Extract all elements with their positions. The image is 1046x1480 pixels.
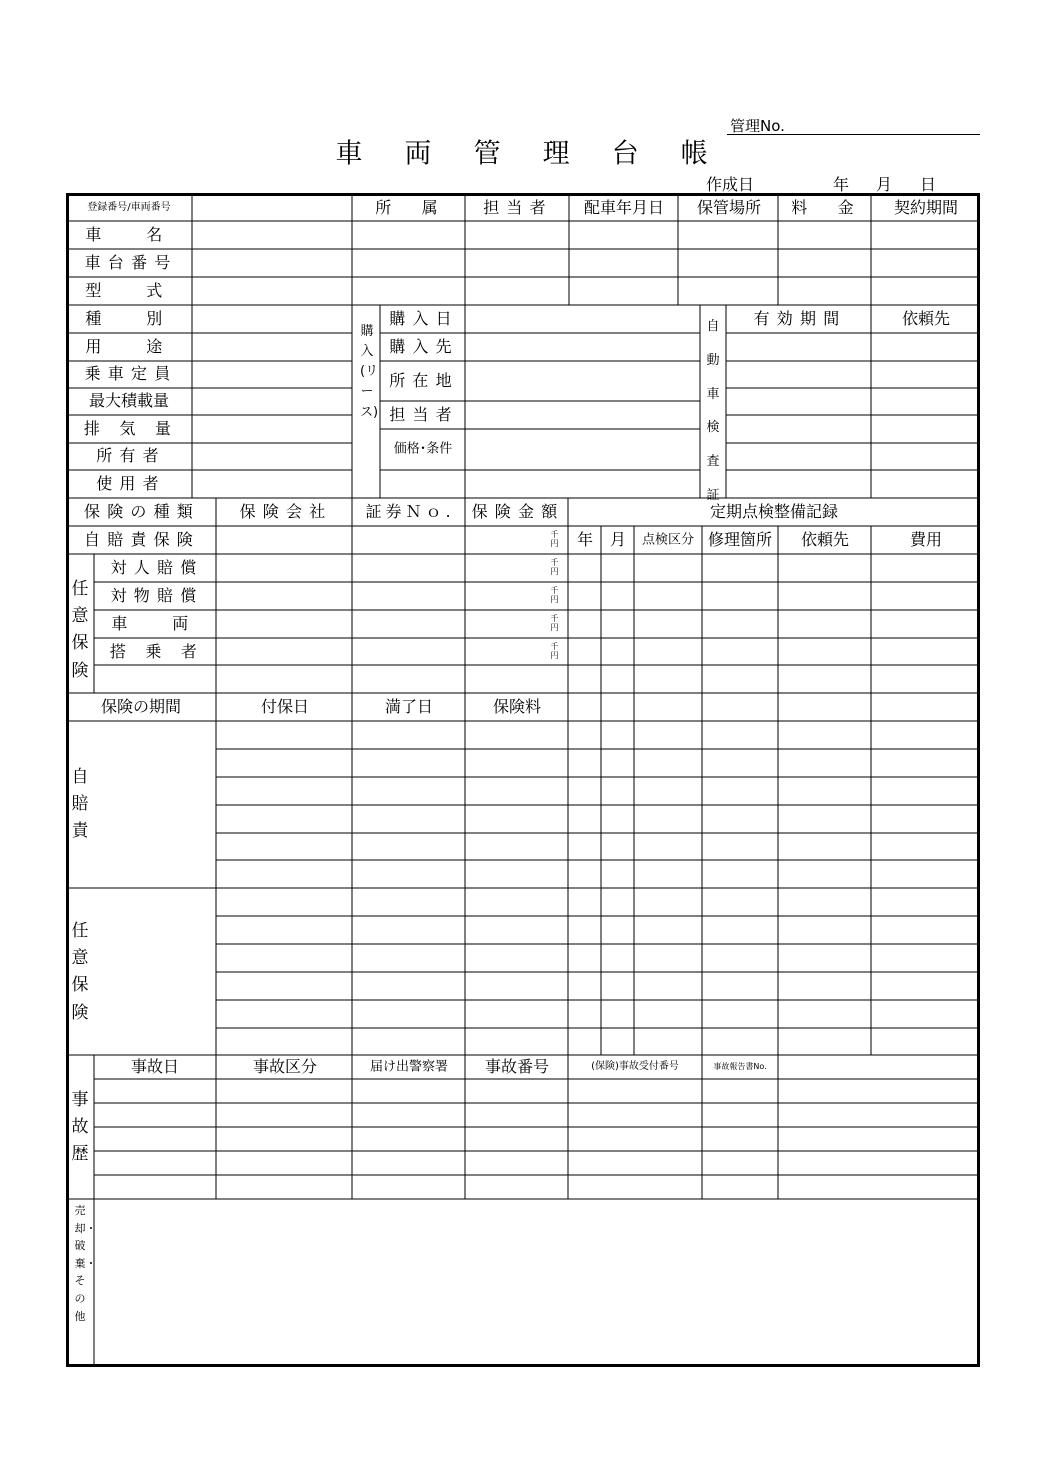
amount-unit: 千円 (550, 614, 559, 632)
reg-no-label: 登録番号/車両番号 (87, 202, 171, 213)
chassis-no-label: 車台番号 (84, 253, 178, 272)
vehicle-coverage-label: 車 両 (111, 614, 203, 633)
capacity-label: 乗車定員 (84, 364, 178, 383)
model-label: 型 式 (85, 281, 177, 300)
type-label: 種 別 (85, 309, 177, 328)
fee-header: 料 金 (791, 198, 861, 217)
bodily-liability-label: 対人賠償 (110, 558, 204, 577)
purchase-date-label: 購入日 (389, 309, 459, 328)
person-header: 担当者 (483, 198, 553, 217)
page-title: 車 両 管 理 台 帳 (335, 138, 725, 170)
period-voluntary-label: 任意保険 (71, 921, 89, 1023)
insurance-company-header: 保険会社 (239, 502, 333, 521)
user-label: 使用者 (96, 474, 166, 493)
voluntary-insurance-label: 任意保険 (71, 579, 89, 681)
storage-header: 保管場所 (696, 198, 762, 217)
end-date-header: 満了日 (384, 697, 434, 716)
purchase-vendor-label: 購入先 (389, 337, 459, 356)
purchase-person-label: 担当者 (389, 405, 459, 424)
amount-unit: 千円 (550, 642, 559, 660)
management-no-label: 管理No. (730, 117, 785, 135)
inspection-requestee-header: 依頼先 (901, 309, 951, 328)
period-compulsory-label: 自賠責 (71, 767, 89, 842)
premium-header: 保険料 (492, 697, 542, 716)
created-year-label: 年 (833, 175, 850, 194)
amount-unit: 千円 (550, 558, 559, 576)
purchase-lease-label: 購入(リース) (360, 324, 379, 420)
cert-no-header: 証券Ｎｏ. (365, 502, 455, 521)
maintenance-month-header: 月 (609, 530, 627, 549)
accident-history-label: 事故歴 (71, 1090, 89, 1165)
created-day-label: 日 (920, 175, 937, 194)
inspection-category-header: 点検区分 (641, 532, 695, 548)
created-date-label: 作成日 (706, 175, 755, 194)
displacement-label: 排 気 量 (83, 419, 179, 438)
owner-label: 所有者 (96, 446, 166, 465)
disposal-label: 売却・破棄・その他 (74, 1204, 97, 1323)
accident-date-header: 事故日 (130, 1057, 180, 1076)
compulsory-insurance-label: 自賠責保険 (83, 530, 201, 549)
purchase-location-label: 所在地 (389, 371, 459, 390)
insurance-amount-header: 保険金額 (471, 502, 565, 521)
maintenance-cost-header: 費用 (909, 530, 943, 549)
passenger-coverage-label: 搭 乗 者 (109, 642, 205, 661)
insurance-period-header: 保険の期間 (100, 697, 182, 716)
use-label: 用 途 (85, 337, 177, 356)
police-station-header: 届け出警察署 (369, 1059, 449, 1075)
vehicle-name-label: 車 名 (85, 225, 177, 244)
insurance-type-header: 保険の種類 (83, 502, 201, 521)
dept-header: 所 属 (375, 198, 445, 217)
start-date-header: 付保日 (260, 697, 310, 716)
insurance-receipt-no-header: (保険)事故受付番号 (591, 1061, 679, 1072)
maintenance-requestee-header: 依頼先 (800, 530, 850, 549)
accident-category-header: 事故区分 (252, 1057, 318, 1076)
max-load-label: 最大積載量 (88, 391, 170, 410)
maintenance-title: 定期点検整備記録 (709, 502, 839, 521)
maintenance-year-header: 年 (576, 530, 594, 549)
created-month-label: 月 (876, 175, 893, 194)
property-liability-label: 対物賠償 (110, 586, 204, 605)
accident-number-header: 事故番号 (484, 1057, 550, 1076)
accident-report-no-header: 事故報告書No. (713, 1062, 767, 1071)
assign-date-header: 配車年月日 (583, 198, 665, 217)
contract-header: 契約期間 (893, 198, 959, 217)
repair-part-header: 修理箇所 (707, 530, 773, 549)
amount-unit: 千円 (550, 586, 559, 604)
validity-header: 有効期間 (753, 309, 847, 328)
purchase-price-label: 価格･条件 (393, 441, 453, 457)
amount-unit: 千円 (550, 530, 559, 548)
inspection-cert-label: 自動車検査証 (706, 319, 720, 503)
